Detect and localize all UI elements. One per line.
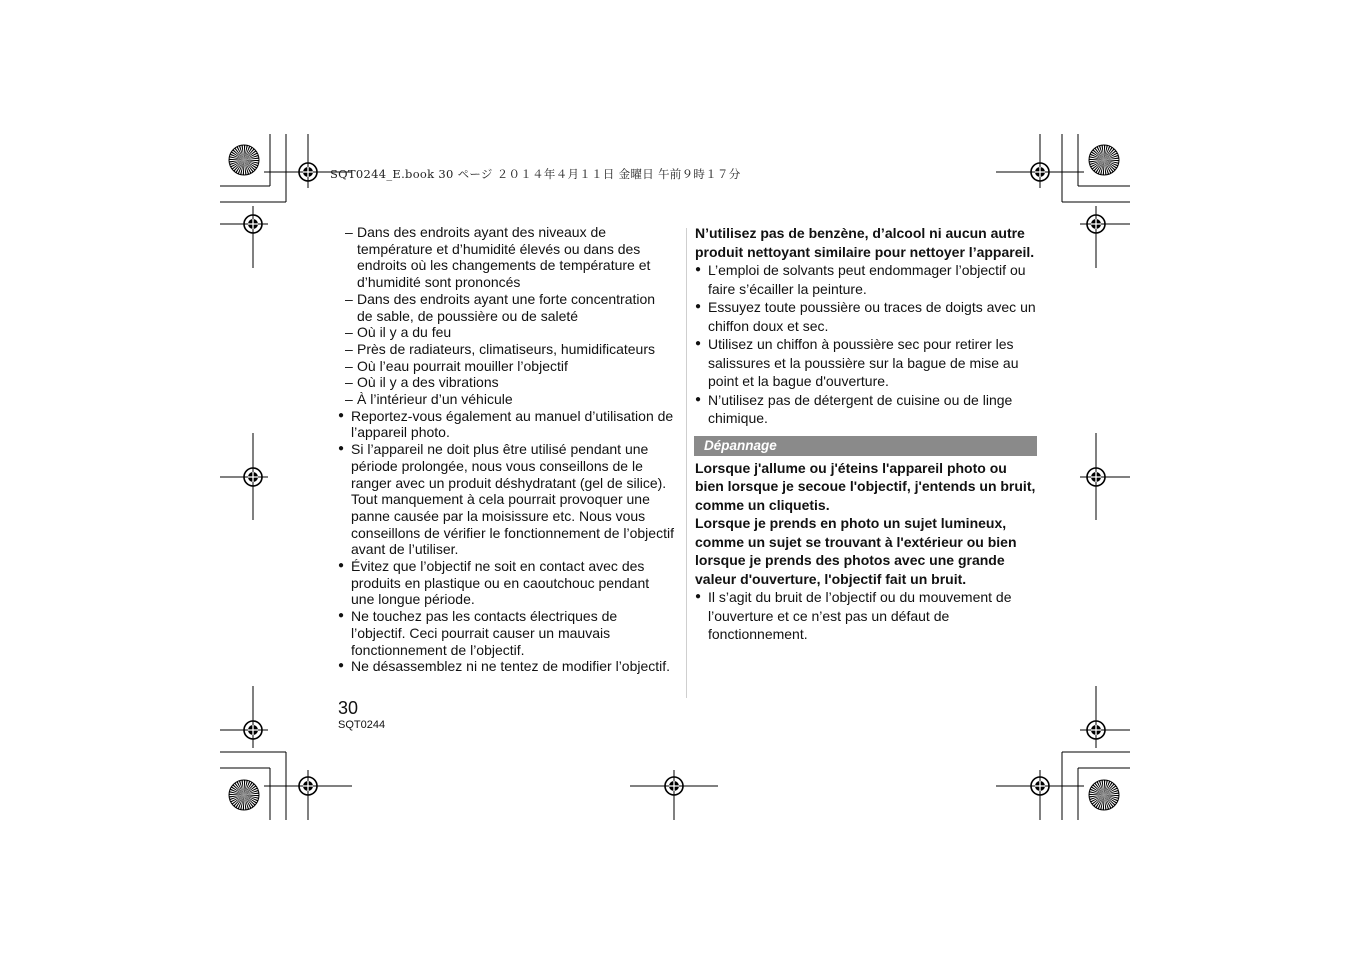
book-header: SQT0244_E.book 30 ページ ２０１４年４月１１日 金曜日 午前９時１７分 bbox=[330, 167, 741, 181]
bullet-list bbox=[338, 408, 674, 675]
faq-question: Lorsque j'allume ou j'éteins l'appareil photo ou bien lorsque je secoue l'objectif, j'entends un bruit, comme un cliquetis. bbox=[695, 459, 1036, 513]
list-item: ● N’utilisez pas de détergent de cuisine ou de linge chimique. bbox=[695, 391, 1013, 426]
column-divider bbox=[686, 228, 687, 698]
section-title: Dépannage bbox=[694, 436, 1037, 456]
list-item: ● Utilisez un chiffon à poussière sec pour retirer les salissures et la poussière sur la bague de mise au point et la bague d'ouverture. bbox=[695, 336, 1019, 389]
starburst-target-icon bbox=[1089, 780, 1119, 810]
bullet-icon: ● bbox=[695, 393, 702, 405]
list-item: ● L’emploi de solvants peut endommager l’objectif ou faire s’écailler la peinture. bbox=[695, 262, 1026, 297]
list-item: – Dans des endroits ayant des niveaux de température et d’humidité élevés ou dans des endroits où les changements de température et d’humidité sont prononcés bbox=[345, 224, 651, 291]
list-item: ● Évitez que l’objectif ne soit en contact avec des produits en plastique ou en caoutchouc pendant une longue période. bbox=[338, 558, 650, 608]
starburst-target-icon bbox=[1089, 145, 1119, 175]
bullet-icon: ● bbox=[338, 610, 345, 622]
list-item: ● Si l’appareil ne doit plus être utilisé pendant une période prolongée, nous vous conseillons de le ranger avec un produit déshydratant (gel de silice). Tout manquement à cela pourrait provoquer une panne causée par la moisissure etc. Nous vous conseillons de vérifier le fonctionnement de l’objectif avant de l’utiliser. bbox=[338, 441, 674, 558]
faq-question: Lorsque je prends en photo un sujet lumineux, comme un sujet se trouvant à l'extérieur ou bien lorsque je prends des photos avec une grande valeur d'ouverture, l'objectif fait un bruit. bbox=[695, 515, 1017, 587]
list-item: – Où il y a des vibrations bbox=[345, 374, 499, 391]
bullet-icon: ● bbox=[338, 443, 345, 455]
list-item: ● Il s’agit du bruit de l’objectif ou du mouvement de l’ouverture et ce n’est pas un défaut de fonctionnement. bbox=[695, 589, 1012, 642]
bullet-icon: ● bbox=[695, 301, 702, 312]
list-item: – Où l’eau pourrait mouiller l’objectif bbox=[345, 357, 568, 374]
list-item: ● Essuyez toute poussière ou traces de doigts avec un chiffon doux et sec. bbox=[695, 299, 1036, 334]
list-item: – Près de radiateurs, climatiseurs, humidificateurs bbox=[345, 340, 656, 357]
model-code: SQT0244 bbox=[338, 719, 386, 731]
bullet-icon: ● bbox=[338, 660, 345, 672]
list-item: ● Ne touchez pas les contacts électriques de l’objectif. Ceci pourrait causer un mauvais fonctionnement de l’objectif. bbox=[338, 608, 618, 658]
bullet-icon: ● bbox=[695, 591, 702, 602]
list-item: – Où il y a du feu bbox=[345, 324, 452, 341]
bullet-icon: ● bbox=[338, 560, 345, 572]
bullet-icon: ● bbox=[695, 264, 702, 275]
right-column bbox=[695, 224, 1037, 644]
bullet-icon: ● bbox=[695, 338, 702, 349]
list-item: ● Reportez-vous également au manuel d’utilisation de l’appareil photo. bbox=[338, 407, 674, 441]
left-column bbox=[338, 224, 674, 675]
bullet-list bbox=[695, 261, 1037, 428]
starburst-target-icon bbox=[229, 145, 259, 175]
page-number: 30 bbox=[338, 698, 359, 718]
starburst-target-icon bbox=[229, 780, 259, 810]
warning-heading: N’utilisez pas de benzène, d’alcool ni aucun autre produit nettoyant similaire pour nettoyer l’appareil. bbox=[695, 225, 1035, 260]
list-item: – À l’intérieur d’un véhicule bbox=[345, 391, 513, 408]
list-item: ● Ne désassemblez ni ne tentez de modifier l’objectif. bbox=[338, 658, 671, 675]
list-item: – Dans des endroits ayant une forte concentration de sable, de poussière ou de saleté bbox=[345, 290, 656, 324]
bullet-icon: ● bbox=[338, 409, 345, 421]
bullet-list bbox=[695, 588, 1037, 644]
dash-list bbox=[338, 224, 674, 408]
